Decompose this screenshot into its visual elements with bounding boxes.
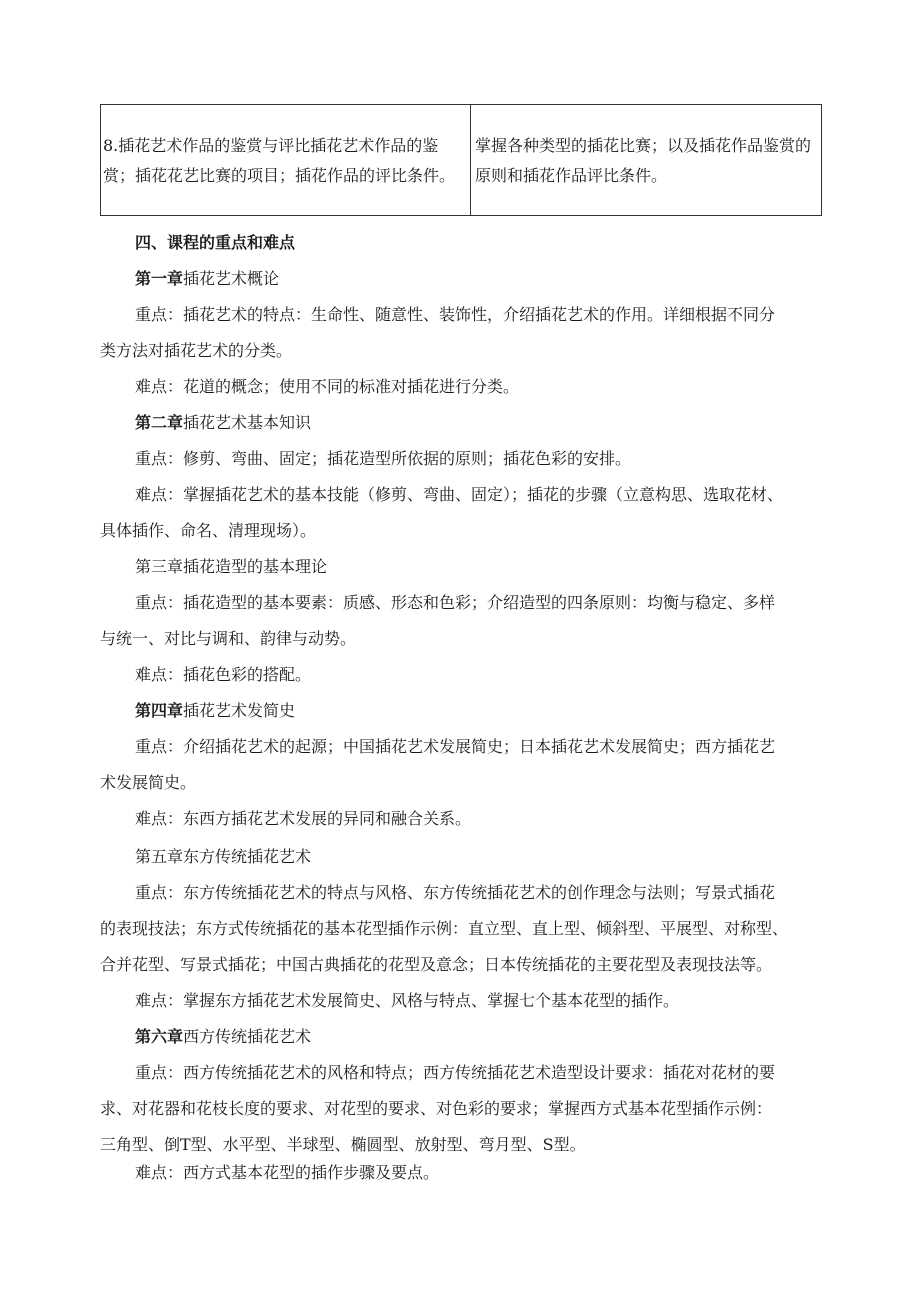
section-title: 四、课程的重点和难点 — [135, 233, 296, 252]
chapter-heading: 第三章插花造型的基本理论 — [135, 557, 328, 576]
chapter-heading — [135, 698, 865, 721]
paragraph-line: 的表现技法；东方式传统插花的基本花型插作示例：直立型、直上型、倾斜型、平展型、对称型、 — [100, 919, 789, 938]
table-cell-objective: 掌握各种类型的插花比赛；以及插花作品鉴赏的原则和插花作品评比条件。 — [471, 105, 822, 216]
chapter-title: 插花艺术基本知识 — [183, 413, 312, 432]
paragraph-line: 难点：花道的概念；使用不同的标准对插花进行分类。 — [135, 377, 520, 396]
chapter-heading — [135, 1024, 865, 1047]
chapter-heading — [135, 410, 865, 433]
chapter-number: 第四章 — [135, 701, 184, 720]
content-table — [100, 104, 822, 216]
paragraph-line: 难点：掌握插花艺术的基本技能（修剪、弯曲、固定）；插花的步骤（立意构思、选取花材、 — [135, 485, 784, 504]
paragraph-line: 难点：插花色彩的搭配。 — [135, 665, 312, 684]
paragraph-line: 具体插作、命名、清理现场）。 — [100, 521, 317, 540]
paragraph-line: 重点：修剪、弯曲、固定；插花造型所依据的原则；插花色彩的安排。 — [135, 449, 632, 468]
paragraph-line: 重点：东方传统插花艺术的特点与风格、东方传统插花艺术的创作理念与法则；写景式插花 — [135, 883, 776, 902]
paragraph-line: 合并花型、写景式插花；中国古典插花的花型及意念；日本传统插花的主要花型及表现技法等。 — [100, 955, 773, 974]
chapter-title: 西方传统插花艺术 — [183, 1027, 312, 1046]
paragraph-line: 重点：西方传统插花艺术的风格和特点；西方传统插花艺术造型设计要求：插花对花材的要 — [135, 1063, 776, 1082]
chapter-title: 插花艺术概论 — [183, 269, 280, 288]
table-row — [101, 105, 822, 216]
paragraph-line: 三角型、倒T型、水平型、半球型、椭圆型、放射型、弯月型、S型。 — [100, 1135, 586, 1154]
paragraph-line: 与统一、对比与调和、韵律与动势。 — [100, 629, 357, 648]
chapter-heading: 第五章东方传统插花艺术 — [135, 847, 312, 866]
chapter-number: 第一章 — [135, 269, 184, 288]
paragraph-line: 重点：插花艺术的特点：生命性、随意性、装饰性，介绍插花艺术的作用。详细根据不同分 — [135, 305, 776, 324]
paragraph-line: 难点：西方式基本花型的插作步骤及要点。 — [135, 1163, 440, 1182]
table-cell-content: 8.插花艺术作品的鉴赏与评比插花艺术作品的鉴赏；插花花艺比赛的项目；插花作品的评比条件。 — [101, 105, 471, 216]
paragraph-line: 难点：掌握东方插花艺术发展简史、风格与特点、掌握七个基本花型的插作。 — [135, 991, 680, 1010]
paragraph-line: 术发展简史。 — [100, 773, 197, 792]
chapter-number: 第二章 — [135, 413, 184, 432]
chapter-title: 插花艺术发简史 — [183, 701, 296, 720]
paragraph-line: 重点：介绍插花艺术的起源；中国插花艺术发展简史；日本插花艺术发展简史；西方插花艺 — [135, 737, 776, 756]
chapter-number: 第六章 — [135, 1027, 184, 1046]
paragraph-line: 难点：东西方插花艺术发展的异同和融合关系。 — [135, 809, 472, 828]
paragraph-line: 类方法对插花艺术的分类。 — [100, 341, 293, 360]
paragraph-line: 求、对花器和花枝长度的要求、对花型的要求、对色彩的要求；掌握西方式基本花型插作示例： — [100, 1099, 773, 1118]
chapter-heading — [135, 266, 865, 289]
paragraph-line: 重点：插花造型的基本要素：质感、形态和色彩；介绍造型的四条原则：均衡与稳定、多样 — [135, 593, 776, 612]
